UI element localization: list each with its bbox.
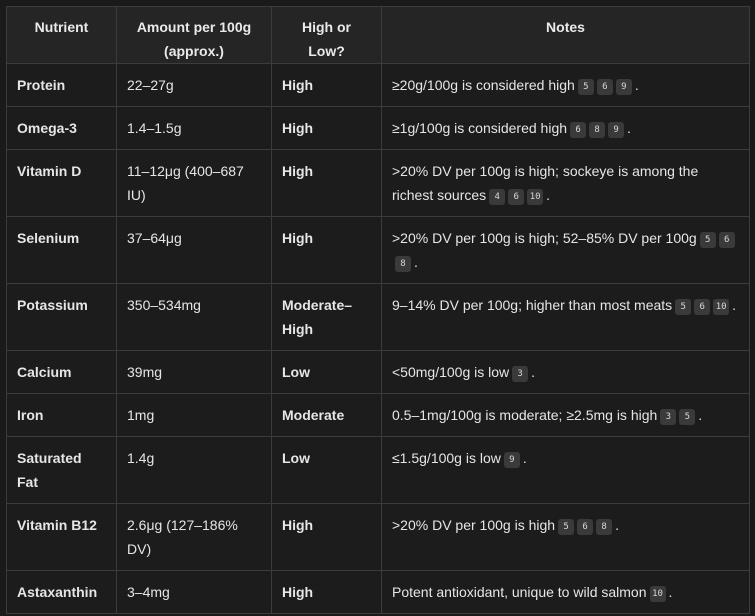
amount-cell: 37–64μg — [117, 217, 272, 284]
table-body — [7, 64, 750, 614]
note-text: <50mg/100g is low — [392, 364, 510, 380]
nutrient-cell: Iron — [7, 394, 117, 437]
citation-badge[interactable]: 9 — [504, 452, 520, 468]
notes-cell — [382, 150, 750, 217]
level-cell: High — [272, 504, 382, 571]
note-text: 0.5–1mg/100g is moderate; ≥2.5mg is high — [392, 407, 658, 423]
nutrient-cell: Calcium — [7, 351, 117, 394]
note-end-punct: . — [698, 407, 703, 423]
note-end-punct: . — [634, 77, 639, 93]
nutrient-cell: Vitamin D — [7, 150, 117, 217]
header-nutrient: Nutrient — [7, 7, 117, 64]
citation-badge[interactable]: 5 — [700, 232, 716, 248]
level-cell: High — [272, 64, 382, 107]
citation-badge[interactable]: 6 — [694, 299, 710, 315]
citation-badge[interactable]: 10 — [713, 299, 729, 315]
table-row — [7, 217, 750, 284]
citation-badge[interactable]: 10 — [650, 586, 666, 602]
amount-cell: 1.4–1.5g — [117, 107, 272, 150]
note-end-punct: . — [668, 584, 673, 600]
nutrition-table — [6, 6, 750, 614]
nutrient-cell: Potassium — [7, 284, 117, 351]
level-cell: High — [272, 107, 382, 150]
citation-badge[interactable]: 9 — [608, 122, 624, 138]
nutrient-cell: Selenium — [7, 217, 117, 284]
citation-badge[interactable]: 4 — [489, 189, 505, 205]
citation-badge[interactable]: 5 — [578, 79, 594, 95]
notes-cell — [382, 571, 750, 614]
amount-cell: 1mg — [117, 394, 272, 437]
note-end-punct: . — [615, 517, 619, 533]
amount-cell: 39mg — [117, 351, 272, 394]
note-end-punct: . — [627, 120, 631, 136]
citation-badge[interactable]: 6 — [597, 79, 613, 95]
level-cell: High — [272, 217, 382, 284]
header-amount — [117, 7, 272, 64]
table-row — [7, 571, 750, 614]
citation-badge[interactable]: 8 — [395, 256, 411, 272]
nutrient-cell: Astaxanthin — [7, 571, 117, 614]
notes-cell — [382, 504, 750, 571]
level-cell: Moderate — [272, 394, 382, 437]
amount-cell: 350–534mg — [117, 284, 272, 351]
nutrient-cell: Protein — [7, 64, 117, 107]
level-cell: Low — [272, 437, 382, 504]
note-end-punct: . — [546, 187, 551, 203]
citation-badge[interactable]: 5 — [675, 299, 691, 315]
citation-badge[interactable]: 6 — [719, 232, 735, 248]
notes-cell — [382, 437, 750, 504]
notes-cell — [382, 394, 750, 437]
note-text: >20% DV per 100g is high; sockeye is among the richest sources — [392, 163, 699, 203]
note-end-punct: . — [522, 450, 527, 466]
note-text: ≥1g/100g is considered high — [392, 120, 568, 136]
level-cell: Low — [272, 351, 382, 394]
table-row — [7, 351, 750, 394]
note-text: 9–14% DV per 100g; higher than most meats — [392, 297, 673, 313]
note-end-punct: . — [531, 364, 536, 380]
note-text: >20% DV per 100g is high; 52–85% DV per 100g — [392, 230, 697, 246]
table-row — [7, 504, 750, 571]
header-level: High or Low? — [272, 7, 382, 64]
nutrient-cell: Vitamin B12 — [7, 504, 117, 571]
citation-badge[interactable]: 6 — [570, 122, 586, 138]
table-row — [7, 284, 750, 351]
note-text: ≥20g/100g is considered high — [392, 77, 575, 93]
header-amount-line1: Amount per 100g — [136, 19, 252, 35]
notes-cell — [382, 217, 750, 284]
table-row — [7, 150, 750, 217]
note-end-punct: . — [732, 297, 737, 313]
amount-cell: 3–4mg — [117, 571, 272, 614]
table-row — [7, 394, 750, 437]
amount-cell: 11–12μg (400–687 IU) — [117, 150, 272, 217]
note-text: Potent antioxidant, unique to wild salmon — [392, 584, 647, 600]
citation-badge[interactable]: 5 — [679, 409, 695, 425]
citation-badge[interactable]: 6 — [508, 189, 524, 205]
note-text: ≤1.5g/100g is low — [392, 450, 501, 466]
nutrition-table-container — [6, 6, 749, 614]
citation-badge[interactable]: 3 — [512, 366, 528, 382]
table-row — [7, 64, 750, 107]
amount-cell: 22–27g — [117, 64, 272, 107]
amount-cell: 2.6μg (127–186% DV) — [117, 504, 272, 571]
note-end-punct: . — [414, 254, 418, 270]
citation-badge[interactable]: 9 — [616, 79, 632, 95]
nutrient-cell: Omega-3 — [7, 107, 117, 150]
citation-badge[interactable]: 10 — [527, 189, 543, 205]
citation-badge[interactable]: 3 — [660, 409, 676, 425]
level-cell: Moderate–High — [272, 284, 382, 351]
table-header-row — [7, 7, 750, 64]
header-amount-line2: (approx.) — [164, 43, 224, 59]
table-row — [7, 437, 750, 504]
table-row — [7, 107, 750, 150]
citation-badge[interactable]: 8 — [596, 519, 612, 535]
notes-cell — [382, 284, 750, 351]
notes-cell — [382, 107, 750, 150]
notes-cell — [382, 64, 750, 107]
citation-badge[interactable]: 8 — [589, 122, 605, 138]
nutrient-cell: Saturated Fat — [7, 437, 117, 504]
citation-badge[interactable]: 5 — [558, 519, 574, 535]
note-text: >20% DV per 100g is high — [392, 517, 556, 533]
level-cell: High — [272, 150, 382, 217]
amount-cell: 1.4g — [117, 437, 272, 504]
header-notes: Notes — [382, 7, 750, 64]
citation-badge[interactable]: 6 — [577, 519, 593, 535]
level-cell: High — [272, 571, 382, 614]
notes-cell — [382, 351, 750, 394]
